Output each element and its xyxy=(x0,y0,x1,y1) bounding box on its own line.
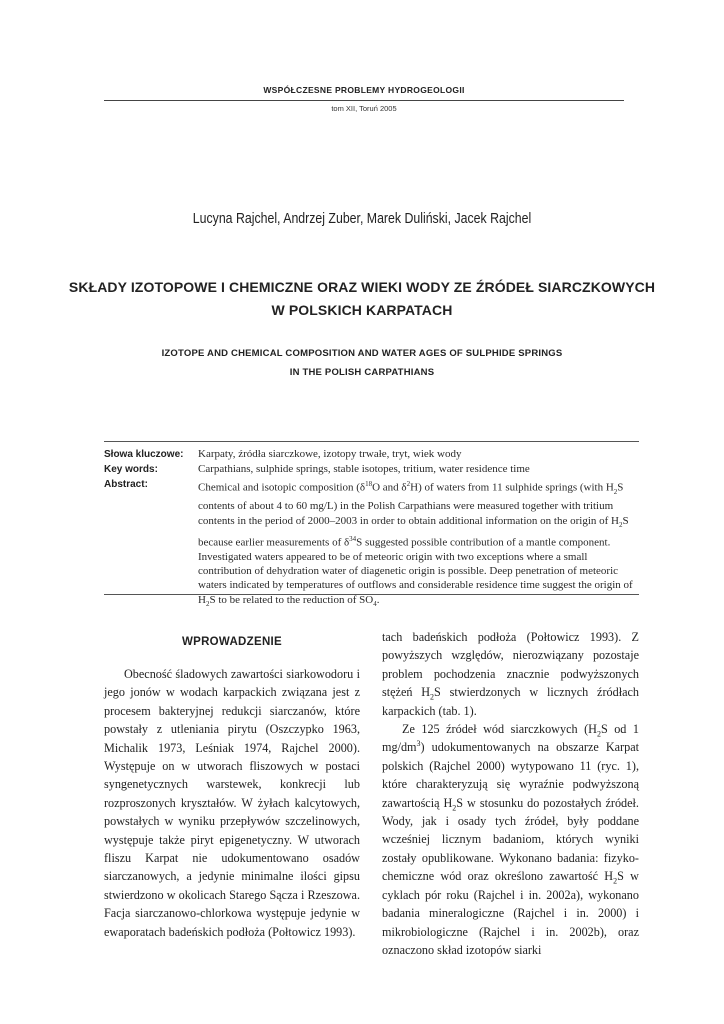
journal-header xyxy=(104,85,624,95)
title-english-line-1: IZOTOPE AND CHEMICAL COMPOSITION AND WATER AGES OF SULPHIDE SPRINGS xyxy=(161,348,563,359)
keywords-en-label: Key words: xyxy=(104,464,158,476)
section-heading: WPROWADZENIE xyxy=(181,636,283,648)
journal-title: WSPÓŁCZESNE PROBLEMY HYDROGEOLOGII xyxy=(263,85,465,95)
keywords-pl-label: Słowa kluczowe: xyxy=(104,449,184,460)
paragraph: Obecność śladowych zawartości siarkowodoru i jego jonów w wodach karpackich związana jest z procesem bakteryjnej redukcji siarczanów, które powstały z utleniania pirytu (Oszczypko 1963, Michalik 1973, Leśniak 1974, Rajchel 2000). Występuje on w utworach fliszowych w postaci syngenetycznych warstewek, konkrecji lub rozproszonych kryształów. W żyłach kalcytowych, powstałych w wyniku przepływów szczelinowych, występuje także piryt epigenetyczny. W utworach fliszu Karpat nie udokumentowano osadów siarczanowych, a jedynie minimalne ilości gipsu stwierdzono w okolicach Starego Sącza i Rzeszowa. Facja siarczanowo-chlorkowa występuje jedynie w ewaporatach badeńskich podłoża (Połtowicz 1993). xyxy=(104,667,360,939)
authors: Lucyna Rajchel, Andrzej Zuber, Marek Duliński, Jacek Rajchel xyxy=(192,211,532,227)
title-english xyxy=(60,344,664,382)
keywords-en-text: Carpathians, sulphide springs, stable isotopes, tritium, water residence time xyxy=(198,463,530,476)
abstract-text: Chemical and isotopic composition ($\delta^{18}O$ and $\delta^2H$) of waters from 11 sulphide springs (with $H_2S$ contents of about 4 to 60 mg/L) in the Polish Carpathians were measured together with tritium contents in the period of 2000–2003 in order to obtain additional information on the origin of $H_2S$ because earlier measurements of $\delta^{34}S$ suggested possible contribution of a mantle component. Investigated waters appeared to be of meteoric origin with two exceptions where a small contribution of dehydration water of diagenetic origin is possible. Deep penetration of meteoric waters indicated by temperatures of outflows and considerable residence time suggest the origin of $H_2S$ to be related to the reduction of $SO_4$. xyxy=(198,480,633,608)
abstract-label: Abstract: xyxy=(104,479,148,491)
title-polish-line-1: SKŁADY IZOTOPOWE I CHEMICZNE ORAZ WIEKI WODY ZE ŹRÓDEŁ SIARCZKOWYCH xyxy=(68,279,656,295)
abstract-row xyxy=(104,477,639,611)
keywords-top-rule xyxy=(104,441,639,442)
keywords-bottom-rule xyxy=(104,594,639,595)
keywords-pl-row xyxy=(104,447,639,462)
body-column-right xyxy=(382,628,639,959)
body-column-left xyxy=(104,665,360,941)
keywords-block xyxy=(104,447,639,611)
header-rule xyxy=(104,100,624,101)
keywords-en-row xyxy=(104,462,639,477)
paragraph: Ze 125 źródeł wód siarczkowych ($H_2S$ od 1 $mg/dm^3$) udokumentowanych na obszarze Karpat polskich (Rajchel 2000) wytypowano 11 (ryc. 1), które charakteryzują się wyraźnie podwyższoną zawartością $H_2S$ w stosunku do pozostałych źródeł. Wody, jak i osady tych źródeł, były poddane wcześniej licznym badaniom, których wyniki zostały opublikowane. Wykonano badania: fizyko-chemiczne wód oraz określono zawartość $H_2S$ w cyklach pór roku (Rajchel i in. 2002a), wykonano badania mineralogiczne (Rajchel i in. 2000) i mikrobiologiczne (Rajchel i in. 2002b), oraz oznaczono skład izotopów siarki xyxy=(382,722,639,957)
title-english-line-2: IN THE POLISH CARPATHIANS xyxy=(289,367,435,378)
title-polish-line-2: W POLSKICH KARPATACH xyxy=(271,302,453,318)
paragraph: tach badeńskich podłoża (Połtowicz 1993). Z powyższych względów, nierozwiązany pozostaje problem pochodzenia znacznie podwyższonych stężeń $H_2S$ stwierdzonych w licznych źródłach karpackich (tab. 1). xyxy=(382,630,639,718)
keywords-pl-text: Karpaty, źródła siarczkowe, izotopy trwałe, tryt, wiek wody xyxy=(198,448,462,460)
title-polish xyxy=(60,276,664,322)
volume-info: tom XII, Toruń 2005 xyxy=(331,104,397,113)
